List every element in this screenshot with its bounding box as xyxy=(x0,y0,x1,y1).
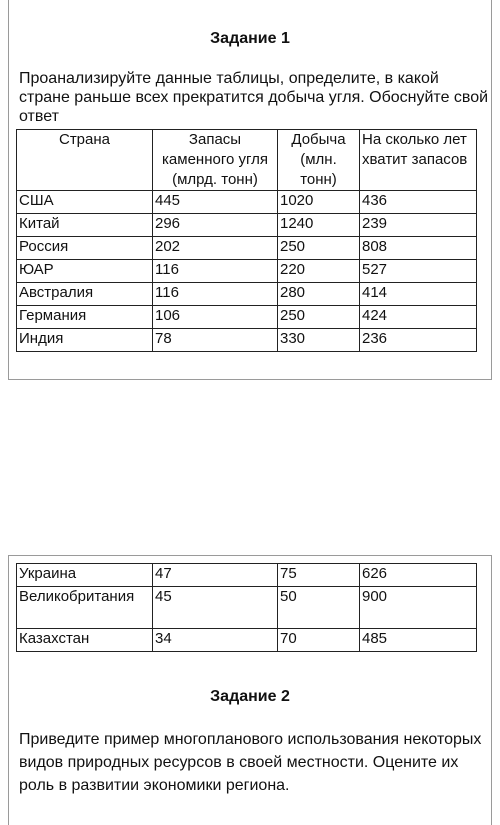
cell-years: 900 xyxy=(360,587,477,629)
cell-production: 330 xyxy=(278,329,360,352)
table-row xyxy=(17,629,477,652)
header-years: На сколько лет хватит запасов xyxy=(360,130,477,191)
table-row xyxy=(17,260,477,283)
header-country: Страна xyxy=(17,130,153,191)
cell-country: Австралия xyxy=(17,283,153,306)
cell-production: 70 xyxy=(278,629,360,652)
cell-years: 808 xyxy=(360,237,477,260)
cell-reserves: 45 xyxy=(153,587,278,629)
cell-country: Великобритания xyxy=(17,587,153,629)
table-header-row xyxy=(17,130,477,191)
cell-years: 485 xyxy=(360,629,477,652)
task1-text: Проанализируйте данные таблицы, определите, в какой стране раньше всех прекратится добыча угля. Обоснуйте свой ответ xyxy=(19,70,489,125)
cell-country: США xyxy=(17,191,153,214)
cell-production: 250 xyxy=(278,306,360,329)
table-row xyxy=(17,283,477,306)
cell-country: Россия xyxy=(17,237,153,260)
cell-years: 424 xyxy=(360,306,477,329)
cell-production: 1240 xyxy=(278,214,360,237)
header-production: Добыча (млн. тонн) xyxy=(278,130,360,191)
cell-reserves: 445 xyxy=(153,191,278,214)
cell-reserves: 296 xyxy=(153,214,278,237)
table-row xyxy=(17,306,477,329)
cell-production: 220 xyxy=(278,260,360,283)
table-row xyxy=(17,564,477,587)
cell-country: Германия xyxy=(17,306,153,329)
cell-years: 236 xyxy=(360,329,477,352)
table-row xyxy=(17,191,477,214)
cell-reserves: 47 xyxy=(153,564,278,587)
cell-production: 1020 xyxy=(278,191,360,214)
table-row xyxy=(17,329,477,352)
table-row xyxy=(17,214,477,237)
task1-title: Задание 1 xyxy=(210,30,290,47)
cell-reserves: 78 xyxy=(153,329,278,352)
cell-years: 626 xyxy=(360,564,477,587)
cell-country: Индия xyxy=(17,329,153,352)
cell-production: 280 xyxy=(278,283,360,306)
cell-production: 75 xyxy=(278,564,360,587)
cell-country: Казахстан xyxy=(17,629,153,652)
cell-years: 527 xyxy=(360,260,477,283)
task2-title: Задание 2 xyxy=(210,688,290,705)
coal-table-continued xyxy=(16,563,477,652)
cell-reserves: 34 xyxy=(153,629,278,652)
cell-reserves: 106 xyxy=(153,306,278,329)
cell-reserves: 202 xyxy=(153,237,278,260)
cell-production: 50 xyxy=(278,587,360,629)
cell-years: 436 xyxy=(360,191,477,214)
table-row xyxy=(17,587,477,629)
cell-country: ЮАР xyxy=(17,260,153,283)
cell-country: Украина xyxy=(17,564,153,587)
cell-reserves: 116 xyxy=(153,260,278,283)
cell-production: 250 xyxy=(278,237,360,260)
cell-years: 414 xyxy=(360,283,477,306)
table-row xyxy=(17,237,477,260)
cell-country: Китай xyxy=(17,214,153,237)
task2-text: Приведите пример многопланового использования некоторых видов природных ресурсов в своей местности. Оцените их роль в развитии экономики региона. xyxy=(19,731,482,794)
cell-years: 239 xyxy=(360,214,477,237)
header-reserves: Запасы каменного угля (млрд. тонн) xyxy=(153,130,278,191)
coal-table xyxy=(16,129,477,352)
cell-reserves: 116 xyxy=(153,283,278,306)
